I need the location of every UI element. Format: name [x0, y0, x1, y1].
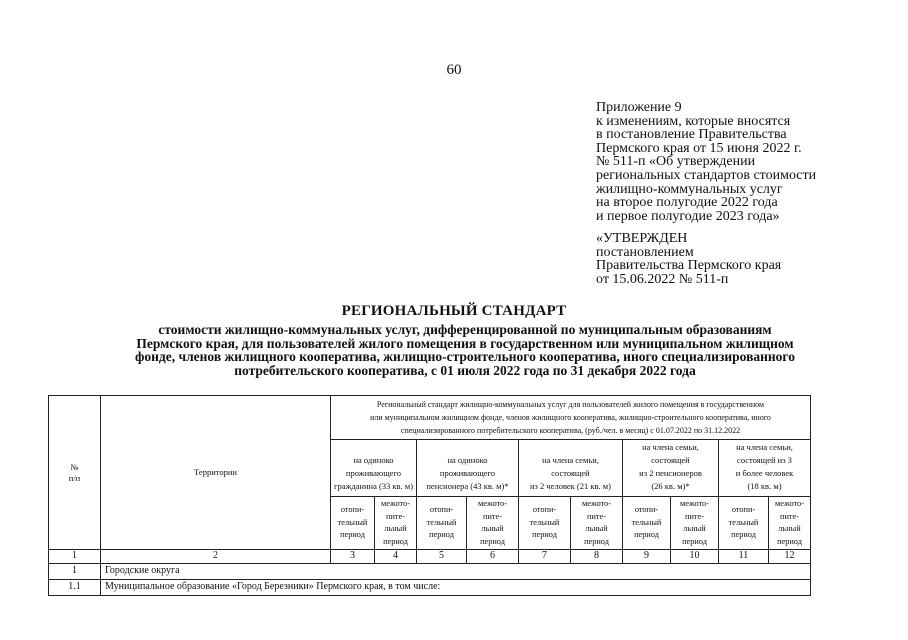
header-interheating-period [467, 497, 519, 550]
period-line: период [429, 530, 454, 540]
period-line: межото- [582, 499, 611, 508]
period-line: отопи- [340, 505, 365, 515]
header-group-single-citizen [331, 440, 417, 497]
group-line: проживающего [439, 468, 496, 478]
approval-block [596, 232, 781, 286]
row-territory: Муниципальное образование «Город Березники» Пермского края, в том числе: [101, 580, 811, 596]
header-heating-period [519, 497, 571, 550]
document-title: РЕГИОНАЛЬНЫЙ СТАНДАРТ [341, 303, 567, 319]
subtitle-line: Пермского края, для пользователей жилого помещения в государственном или муниципальном жилищном [136, 335, 794, 351]
period-line: пите- [483, 511, 502, 521]
appendix-line: на второе полугодие 2022 года [596, 195, 778, 211]
period-line: период [340, 530, 365, 540]
period-line: период [682, 536, 707, 546]
period-line: пите- [587, 511, 606, 521]
group-line: состоящей из 3 [737, 455, 792, 465]
header-number-line: № [70, 462, 79, 472]
period-line: тельный [426, 517, 457, 527]
column-numbers-row [49, 550, 811, 564]
period-line: льный [778, 524, 801, 533]
period-line: межото- [680, 499, 709, 508]
header-interheating-period [671, 497, 719, 550]
period-line: межото- [381, 499, 410, 508]
period-line: отопи- [634, 505, 659, 515]
row-number: 1.1 [49, 580, 101, 596]
subtitle-line: потребительского кооператива, с 01 июля 2022 года по 31 декабря 2022 года [234, 362, 696, 378]
appendix-line: в постановление Правительства [596, 127, 787, 143]
document-subtitle [100, 323, 830, 377]
period-line: тельный [631, 517, 662, 527]
group-line: состоящей [651, 455, 690, 465]
header-group-family-2-pensioners [623, 440, 719, 497]
subtitle-line: стоимости жилищно-коммунальных услуг, дифференцированной по муниципальным образованиям [158, 322, 772, 337]
group-line: (26 кв. м)* [651, 481, 690, 491]
row-territory: Городские округа [101, 564, 811, 580]
header-main-line: или муниципальном жилищном фонде, членов жилищного кооператива, жилищно-строительного кооператива, иного [370, 413, 771, 422]
page-number: 60 [446, 62, 462, 78]
period-line: период [480, 536, 505, 546]
table-row [49, 580, 811, 596]
header-main-line: специализированного потребительского кооператива, (руб./чел. в месяц) с 01.07.2022 по 31.12.2022 [400, 426, 741, 435]
period-line: льный [585, 524, 608, 533]
column-number: 8 [571, 550, 623, 564]
table-row [49, 564, 811, 580]
header-group-family-2 [519, 440, 623, 497]
column-number: 12 [769, 550, 811, 564]
period-line: тельный [529, 517, 560, 527]
appendix-line: и первое полугодие 2023 года» [596, 208, 780, 224]
header-heating-period [623, 497, 671, 550]
approval-line: Правительства Пермского края [596, 258, 782, 274]
column-number: 11 [719, 550, 769, 564]
period-line: льный [384, 524, 407, 533]
group-line: пенсионера (43 кв. м)* [426, 481, 509, 491]
group-line: из 2 пенсионеров [639, 468, 702, 478]
header-regional-standard [331, 396, 811, 440]
appendix-line: региональных стандартов стоимости [596, 167, 817, 183]
group-line: на одиноко [353, 455, 394, 465]
header-number-line: п/п [68, 472, 81, 483]
period-line: межото- [478, 499, 507, 508]
period-line: отопи- [731, 505, 756, 515]
appendix-block [596, 101, 816, 223]
period-line: тельный [337, 517, 368, 527]
subtitle-line: фонде, членов жилищного кооператива, жилищно-строительного кооператива, иного специализированного [135, 349, 795, 364]
group-line: на члена семьи, [642, 442, 699, 452]
period-line: период [584, 536, 609, 546]
approval-line: от 15.06.2022 № 511-п [596, 271, 729, 287]
appendix-line: к изменениям, которые вносятся [596, 113, 791, 129]
appendix-line: жилищно-коммунальных услуг [596, 181, 783, 197]
period-line: период [532, 530, 557, 540]
column-number: 10 [671, 550, 719, 564]
period-line: отопи- [532, 505, 557, 515]
header-interheating-period [375, 497, 417, 550]
group-line: на члена семьи, [542, 455, 599, 465]
group-line: на члена семьи, [736, 442, 793, 452]
period-line: период [634, 530, 659, 540]
group-line: (18 кв. м) [747, 481, 782, 491]
group-line: гражданина (33 кв. м) [333, 481, 414, 491]
period-line: отопи- [429, 505, 454, 515]
appendix-line: № 511-п «Об утверждении [596, 154, 756, 170]
approval-line: постановлением [596, 244, 694, 260]
appendix-line: Приложение 9 [596, 100, 682, 115]
approval-line: «УТВЕРЖДЕН [596, 231, 688, 246]
header-group-single-pensioner [417, 440, 519, 497]
header-group-family-3 [719, 440, 811, 497]
column-number: 3 [331, 550, 375, 564]
header-territory: Территории [101, 396, 331, 550]
period-line: тельный [728, 517, 759, 527]
column-number: 9 [623, 550, 671, 564]
header-heating-period [331, 497, 375, 550]
period-line: пите- [685, 511, 704, 521]
header-heating-period [719, 497, 769, 550]
period-line: льный [481, 524, 504, 533]
period-line: период [383, 536, 408, 546]
period-line: пите- [386, 511, 405, 521]
group-line: из 2 человек (21 кв. м) [530, 481, 611, 491]
period-line: льный [683, 524, 706, 533]
column-number: 5 [417, 550, 467, 564]
column-number: 1 [49, 550, 101, 564]
standards-table [48, 395, 811, 596]
column-number: 6 [467, 550, 519, 564]
period-line: период [777, 536, 802, 546]
column-number: 7 [519, 550, 571, 564]
period-line: пите- [780, 511, 799, 521]
header-main-line: Региональный стандарт жилищно-коммунальных услуг для пользователей жилого помещения в государственном [376, 400, 765, 409]
header-interheating-period [769, 497, 811, 550]
period-line: период [731, 530, 756, 540]
period-line: межото- [775, 499, 804, 508]
group-line: состоящей [551, 468, 590, 478]
column-number: 2 [101, 550, 331, 564]
group-line: проживающего [345, 468, 402, 478]
group-line: на одиноко [447, 455, 488, 465]
row-number: 1 [49, 564, 101, 580]
header-heating-period [417, 497, 467, 550]
group-line: и более человек [735, 468, 794, 478]
column-number: 4 [375, 550, 417, 564]
header-interheating-period [571, 497, 623, 550]
header-number [49, 396, 101, 550]
appendix-line: Пермского края от 15 июня 2022 г. [596, 140, 802, 156]
